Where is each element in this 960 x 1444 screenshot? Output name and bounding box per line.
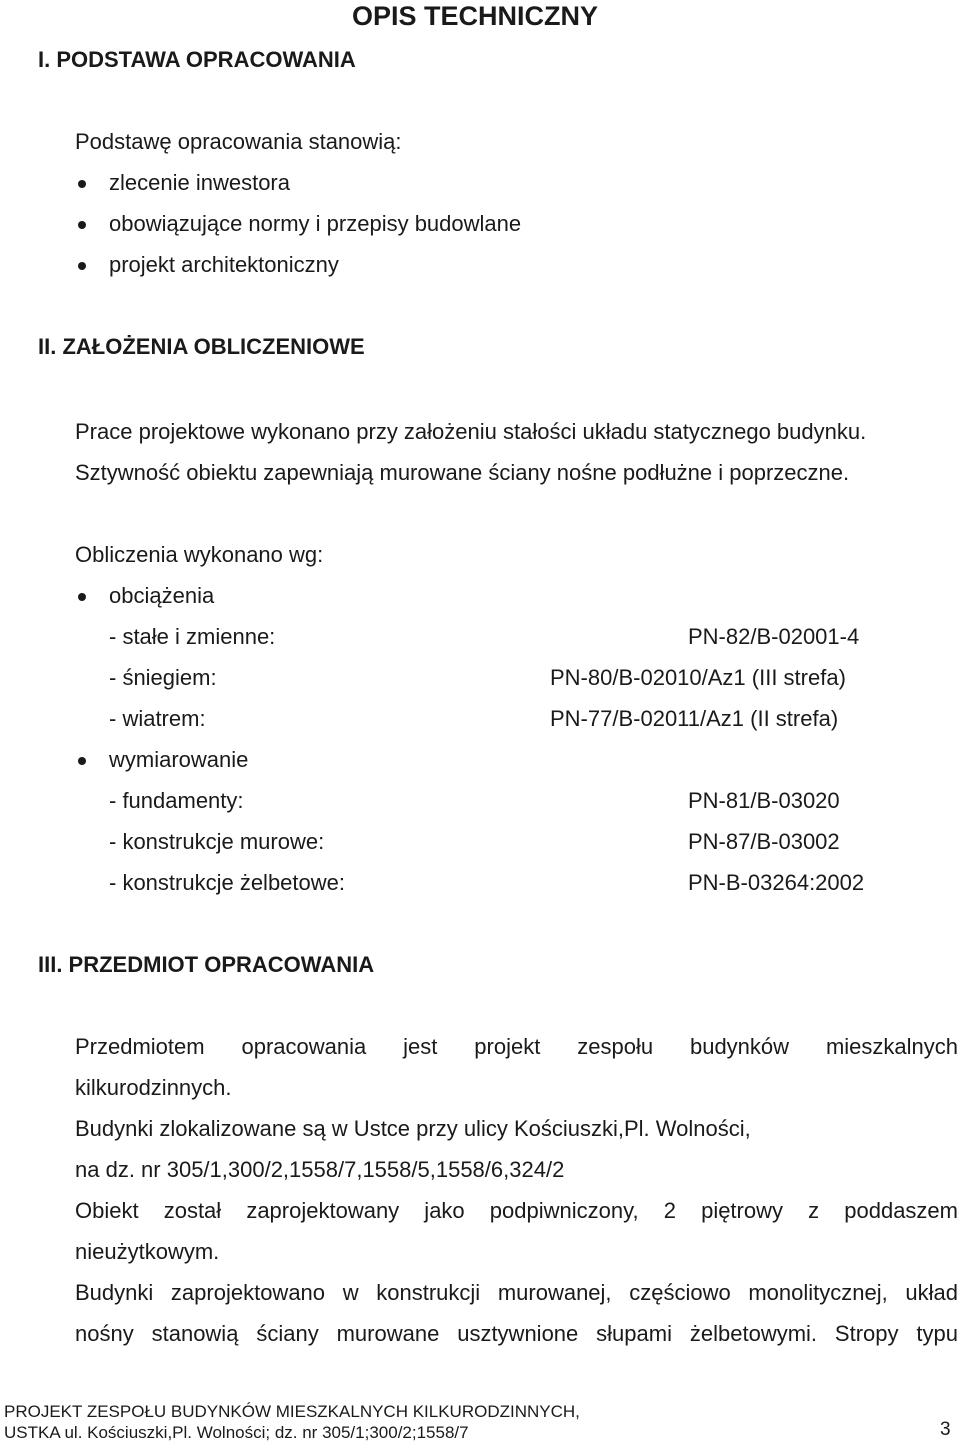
norm-row-label: - stałe i zmienne: [109, 624, 276, 649]
paragraph-line: na dz. nr 305/1,300/2,1558/7,1558/5,1558/6,324/2 [75, 1157, 565, 1182]
list-item: obowiązujące normy i przepisy budowlane [109, 211, 522, 236]
bullet-icon [78, 262, 86, 270]
bullet-icon [78, 593, 86, 601]
design-label: wymiarowanie [109, 747, 249, 772]
paragraph-line: nieużytkowym. [75, 1239, 220, 1264]
norm-row-label: - konstrukcje żelbetowe: [109, 870, 345, 895]
list-item: projekt architektoniczny [109, 252, 339, 277]
calc-intro: Obliczenia wykonano wg: [75, 542, 324, 567]
norm-row-value: PN-80/B-02010/Az1 (III strefa) [550, 665, 846, 690]
paragraph-line: Sztywność obiektu zapewniają murowane ściany nośne podłużne i poprzeczne. [75, 460, 850, 485]
footer-line: USTKA ul. Kościuszki,Pl. Wolności; dz. nr 305/1;300/2;1558/7 [4, 1423, 469, 1442]
paragraph-line: nośny stanowią ściany murowane usztywnione słupami żelbetowymi. Stropy typu [75, 1321, 958, 1346]
paragraph-line: Prace projektowe wykonano przy założeniu stałości układu statycznego budynku. [75, 419, 867, 444]
norm-row-value: PN-81/B-03020 [688, 788, 840, 813]
norm-row-value: PN-B-03264:2002 [688, 870, 865, 895]
paragraph-line: kilkurodzinnych. [75, 1075, 232, 1100]
bullet-icon [78, 221, 86, 229]
footer-line: PROJEKT ZESPOŁU BUDYNKÓW MIESZKALNYCH KILKURODZINNYCH, [4, 1402, 580, 1421]
norm-row-label: - śniegiem: [109, 665, 217, 690]
section-2-heading: II. ZAŁOŻENIA OBLICZENIOWE [38, 334, 365, 359]
norm-row-value: PN-87/B-03002 [688, 829, 840, 854]
norm-row-label: - wiatrem: [109, 706, 206, 731]
bullet-icon [78, 180, 86, 188]
paragraph-line: Budynki zaprojektowano w konstrukcji murowanej, częściowo monolitycznej, układ [75, 1280, 958, 1305]
section-1-intro: Podstawę opracowania stanowią: [75, 129, 402, 154]
loads-label: obciążenia [109, 583, 215, 608]
paragraph-line: Budynki zlokalizowane są w Ustce przy ulicy Kościuszki,Pl. Wolności, [75, 1116, 751, 1141]
page-number: 3 [940, 1419, 951, 1440]
bullet-icon [78, 757, 86, 765]
norm-row-label: - konstrukcje murowe: [109, 829, 325, 854]
paragraph-line: Obiekt został zaprojektowany jako podpiwniczony, 2 piętrowy z poddaszem [75, 1198, 958, 1223]
norm-row-label: - fundamenty: [109, 788, 244, 813]
section-1-heading: I. PODSTAWA OPRACOWANIA [38, 47, 356, 72]
section-3-heading: III. PRZEDMIOT OPRACOWANIA [38, 952, 375, 977]
paragraph-line: Przedmiotem opracowania jest projekt zespołu budynków mieszkalnych [75, 1034, 958, 1059]
norm-row-value: PN-82/B-02001-4 [688, 624, 860, 649]
norm-row-value: PN-77/B-02011/Az1 (II strefa) [550, 706, 839, 731]
document-title: OPIS TECHNICZNY [352, 1, 599, 31]
list-item: zlecenie inwestora [109, 170, 290, 195]
